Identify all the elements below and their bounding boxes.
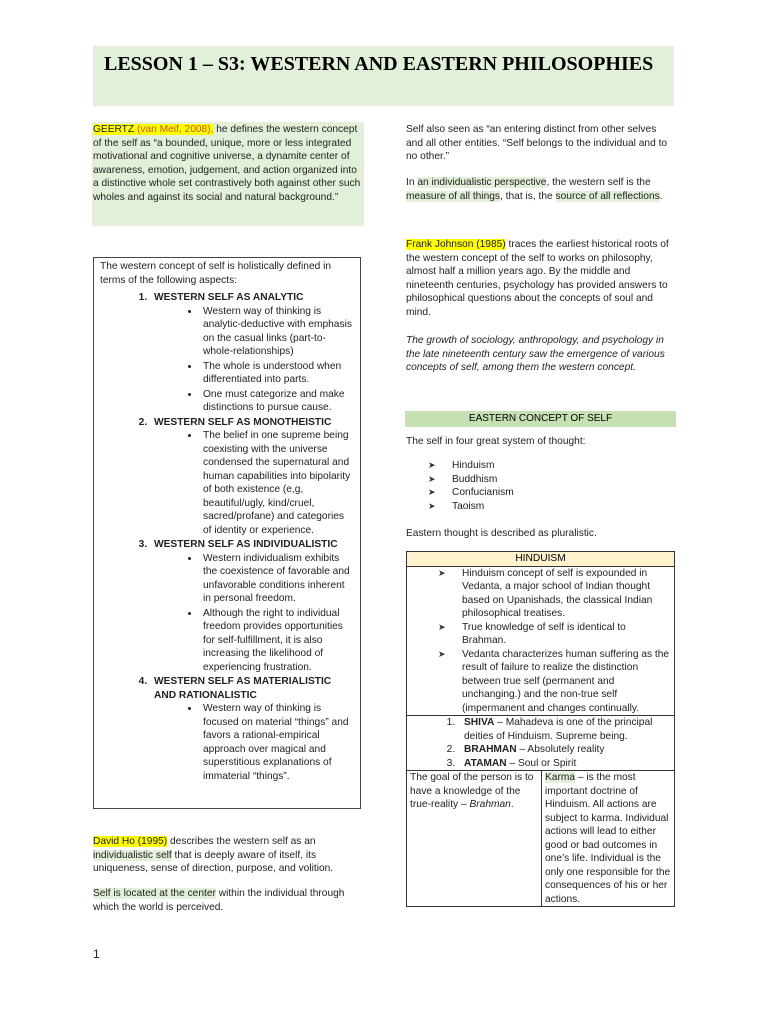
deities-cell: [407, 716, 675, 771]
david-ho-paragraph: David Ho (1995) describes the western self as an individualistic self that is deeply aware of itself, its uniqueness, sense of direction, purpose, and volition.: [93, 836, 334, 874]
aspect-point: • Western way of thinking is analytic-deductive with emphasis on the casual links (part-to-whole-relationships): [200, 305, 354, 359]
aspect-point: • Although the right to individual freedom provides opportunities for self-fulfillment, it is also increasing the likelihood of experiencing frustration.: [200, 607, 354, 675]
aspect-heading: WESTERN SELF AS ANALYTIC: [154, 292, 304, 303]
list-item: ➤ Hinduism concept of self is expounded in Vedanta, a major school of Indian thought based on Upanishads, the classical Indian philosophical treatises.: [438, 567, 671, 621]
goal-cell: The goal of the person is to have a knowledge of the true-reality – Brahman.: [407, 771, 542, 907]
list-item: ➤ Vedanta characterizes human suffering as the result of failure to realize the distinction between true self (permanent and unchanging.) and the non-true self (impermanent and changes continually.: [438, 648, 671, 716]
aspect-point: • Western way of thinking is focused on material “things” and favors a rational-empirical approach over magical and superstitious explanations of immaterial “things”.: [200, 702, 354, 783]
aspect-individualistic: [150, 538, 354, 674]
aspect-materialistic: [150, 675, 354, 783]
geertz-citation: (van Meif, 2008),: [136, 124, 214, 135]
geertz-paragraph: [92, 122, 364, 226]
center-highlight: Self is located at the center: [93, 888, 216, 899]
four-systems-text: The self in four great system of thought:: [406, 436, 586, 447]
title-banner: [93, 46, 674, 106]
list-item: ➤ True knowledge of self is identical to Brahman.: [438, 621, 671, 648]
aspect-analytic: [150, 291, 354, 415]
growth-paragraph: The growth of sociology, anthropology, and psychology in the late nineteenth century saw the emergence of various concepts of self, among them the western concept.: [406, 335, 665, 373]
geertz-text: he defines the western concept of the self as “a bounded, unique, more or less integrated motivational and cognitive universe, a dynamite center of awareness, emotion, judgement, and action organized into a distinctive whole set contrastively both against other such wholes and against its social and natural background.”: [93, 124, 361, 203]
individualistic-self-highlight: individualistic self: [93, 849, 172, 861]
hinduism-points: [410, 567, 671, 716]
list-item: ➤ Confucianism: [428, 486, 688, 500]
center-paragraph: Self is located at the center within the individual through which the world is perceived.: [93, 888, 345, 913]
aspect-heading: WESTERN SELF AS MATERIALISTIC AND RATIONALISTIC: [154, 676, 332, 701]
karma-cell: Karma – is the most important doctrine of Hinduism. All actions are subject to karma. Individual actions will lead to either good or bad outcomes in one’s life. Individual is the only one responsible for the consequences of his or her actions.: [542, 771, 675, 907]
eastern-concept-header: EASTERN CONCEPT OF SELF: [405, 411, 676, 427]
page-number: 1: [93, 947, 100, 961]
distinct-self-paragraph: Self also seen as “an entering distinct from other selves and all other entities. “Self belongs to the individual and to no other.”: [406, 124, 668, 162]
karma-term: Karma: [545, 772, 576, 783]
aspect-point: • The belief in one supreme being coexisting with the universe condensed the supernatural and human capabilities into bipolarity of both existence (e,g, beautiful/ugly, kind/cruel, sacred/profane) and categories of identity or experience.: [200, 429, 354, 537]
systems-list: [406, 459, 688, 513]
western-intro: The western concept of self is holistically defined in terms of the following aspects:: [100, 261, 332, 286]
hinduism-table: [406, 551, 675, 907]
david-ho-name: David Ho (1995): [93, 836, 168, 847]
list-item: ➤ Buddhism: [428, 473, 688, 487]
list-item: ➤ Taoism: [428, 500, 688, 514]
johnson-name: Frank Johnson (1985): [406, 239, 506, 250]
measure-highlight: measure of all things: [406, 190, 501, 202]
list-item: 1. SHIVA – Mahadeva is one of the principal deities of Hinduism. Supreme being.: [458, 716, 671, 743]
brahman-italic: Brahman: [469, 799, 511, 810]
list-item: ➤ Hinduism: [428, 459, 688, 473]
aspect-monotheistic: [150, 416, 354, 538]
johnson-paragraph: Frank Johnson (1985) traces the earliest historical roots of the western concept of the self to works on philosophy, almost half a million years ago. By the middle and nineteenth centuries, psychology has provided answers to philosophical questions about the concepts of soul and mind.: [406, 239, 669, 318]
page-title: LESSON 1 – S3: WESTERN AND EASTERN PHILOSOPHIES: [104, 53, 654, 75]
aspect-point: • One must categorize and make distinctions to pursue cause.: [200, 388, 354, 415]
pluralistic-text: Eastern thought is described as pluralistic.: [406, 528, 597, 539]
list-item: 2. BRAHMAN – Absolutely reality: [458, 743, 671, 757]
source-highlight: source of all reflections: [555, 190, 660, 202]
individualistic-paragraph: In an individualistic perspective, the western self is the measure of all things, that is, the source of all reflections.: [406, 177, 663, 202]
aspect-point: • The whole is understood when differentiated into parts.: [200, 360, 354, 387]
western-aspects-list: [100, 291, 354, 783]
individualistic-perspective-highlight: an individualistic perspective: [417, 177, 547, 188]
aspect-heading: WESTERN SELF AS INDIVIDUALISTIC: [154, 539, 338, 550]
aspect-point: • Western individualism exhibits the coexistence of favorable and unfavorable conditions inherent in personal freedom.: [200, 552, 354, 606]
hinduism-header: HINDUISM: [407, 552, 675, 567]
western-concept-box: [93, 257, 361, 809]
list-item: 3. ATAMAN – Soul or Spirit: [458, 757, 671, 771]
deities-list: [410, 716, 671, 770]
geertz-name: GEERTZ: [93, 124, 135, 135]
hinduism-points-cell: [407, 566, 675, 716]
aspect-heading: WESTERN SELF AS MONOTHEISTIC: [154, 416, 332, 428]
